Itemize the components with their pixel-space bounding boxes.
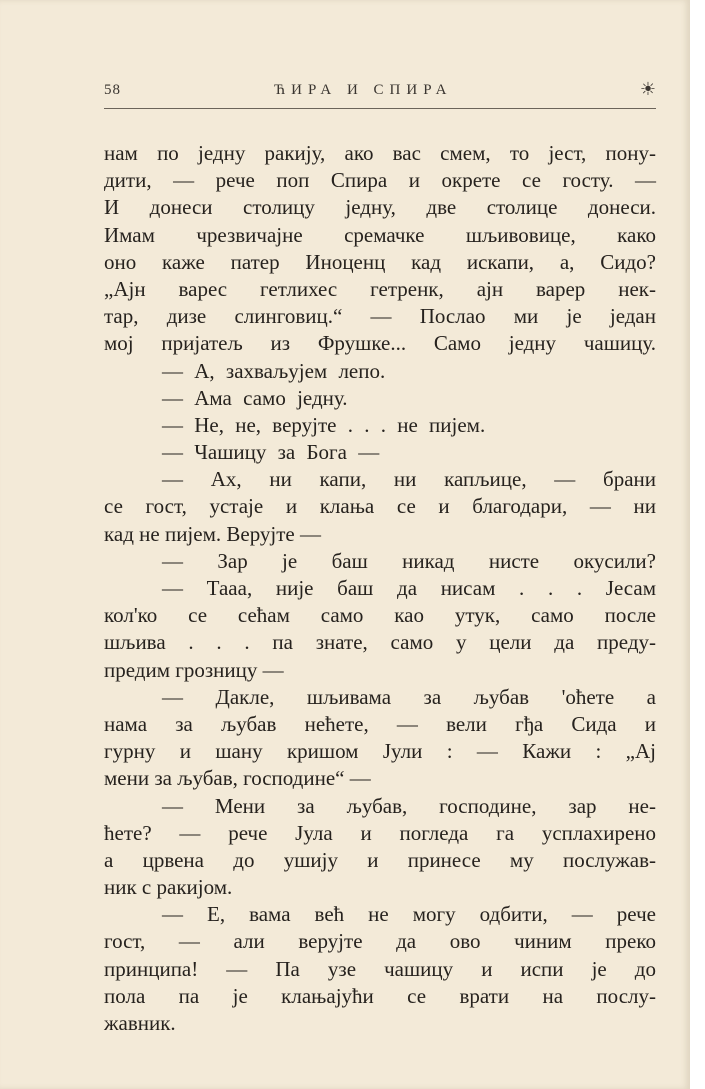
- text-line: — Чашицу за Бога —: [162, 440, 380, 465]
- text-line: принципа! — Па узе чашицу и испи је до: [104, 956, 656, 981]
- text-line: кол'ко се сећам само као утук, само после: [104, 603, 656, 628]
- text-line: кад не пијем. Верујте —: [104, 521, 322, 546]
- text-line: оно каже патер Иноценц кад искапи, а, Сидо?: [104, 249, 656, 274]
- text-line: нама за љубав нећете, — вели гђа Сида и: [104, 711, 656, 736]
- text-line: — Дакле, шљивама за љубав 'оћете а: [162, 684, 656, 709]
- text-line: — Мени за љубав, господине, зар не-: [162, 793, 656, 818]
- text-line: — Ама само једну.: [162, 385, 348, 410]
- text-line: — Е, вама већ не могу одбити, — рече: [162, 902, 656, 927]
- text-line: предим грозницу —: [104, 657, 284, 682]
- text-line: пола па је клањајући се врати на послу-: [104, 983, 656, 1008]
- running-title: ЋИРА И СПИРА: [274, 82, 453, 98]
- text-line: — Тааа, није баш да нисам . . . Јесам: [162, 576, 656, 600]
- text-line: — Ах, ни капи, ни капљице, — брани: [162, 467, 656, 492]
- header-rule: [104, 108, 656, 109]
- text-line: гурну и шану кришом Јули : — Кажи : „Ај: [104, 739, 656, 764]
- text-line: гост, — али верујте да ово чиним преко: [104, 929, 656, 954]
- page-header: [104, 79, 656, 106]
- text-line: — Не, не, верујте . . . не пијем.: [162, 412, 486, 437]
- text-line: мени за љубав, господине“ —: [104, 766, 371, 791]
- text-line: „Ајн варес гетлихес гетренк, ајн варер нек-: [104, 276, 656, 301]
- text-line: нам по једну ракију, ако вас смем, то јест, пону-: [104, 141, 656, 165]
- text-line: жавник.: [104, 1011, 176, 1035]
- text-line: — А, захваљујем лепо.: [162, 358, 386, 383]
- text-line: ник с ракијом.: [104, 875, 233, 900]
- body-text: [104, 140, 656, 1037]
- text-line: се гост, устаје и клања се и благодари, — ни: [104, 494, 656, 519]
- text-line: Имам чрезвичајне сремачке шљивовице, како: [104, 222, 656, 247]
- text-line: ћете? — рече Јула и погледа га усплахирено: [104, 820, 656, 845]
- text-line: а црвена до ушију и принесе му послужав-: [104, 847, 656, 872]
- text-line: — Зар је баш никад нисте окусили?: [162, 548, 656, 573]
- text-line: тар, дизе слинговиц.“ — Послао ми је један: [104, 304, 656, 329]
- text-line: шљива . . . па знате, само у цели да преду-: [104, 630, 656, 655]
- page-number: 58: [104, 82, 121, 98]
- text-line: дити, — рече поп Спира и окрете се госту. —: [104, 168, 656, 193]
- ornament-icon: ☀: [639, 79, 656, 99]
- text-line: И донеси столицу једну, две столице донеси.: [104, 195, 656, 220]
- text-line: мој пријатељ из Фрушке... Само једну чашицу.: [104, 331, 656, 356]
